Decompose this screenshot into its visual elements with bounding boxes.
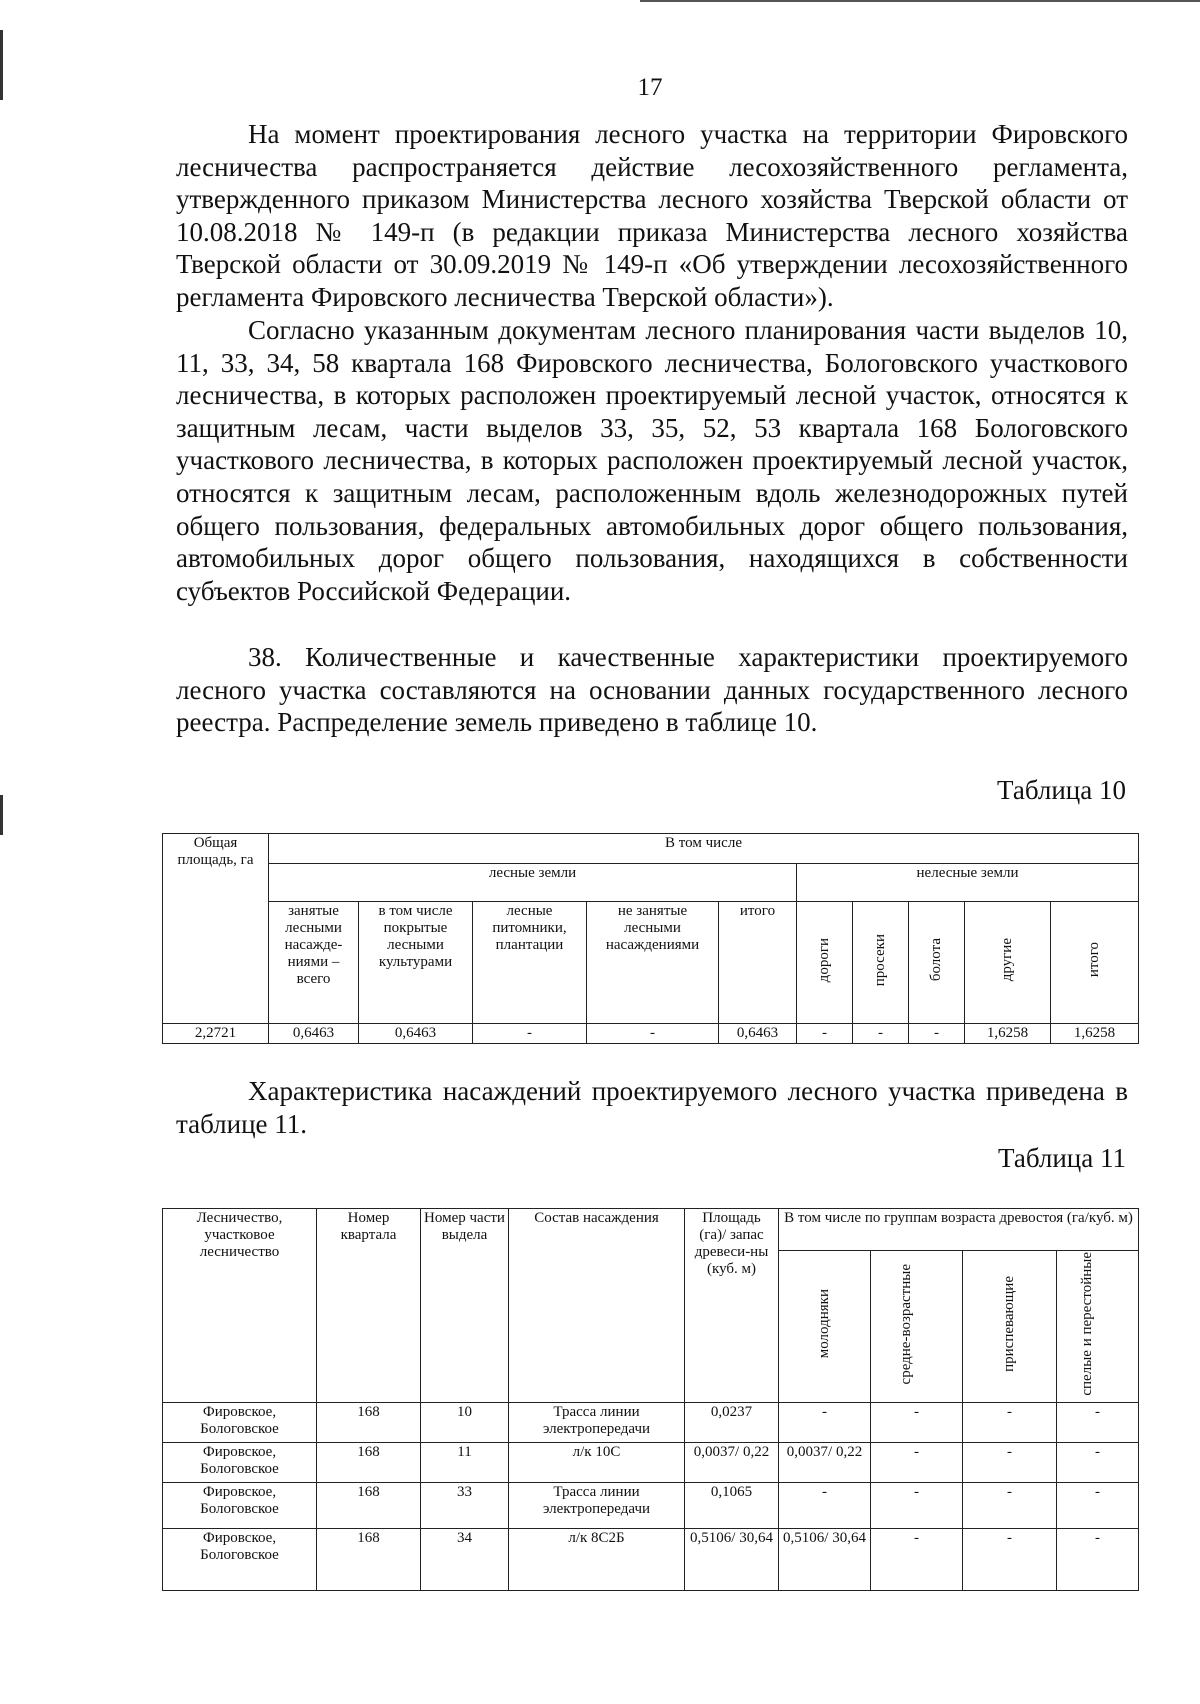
table-row	[163, 1442, 1139, 1482]
table-row	[163, 1482, 1139, 1528]
cell-nurseries: -	[473, 1024, 587, 1044]
table-row	[163, 1402, 1139, 1442]
cell-middle-aged: -	[871, 1402, 963, 1442]
header-mature: спелые и перестойные	[1078, 1252, 1095, 1396]
cell-clearings: -	[853, 1024, 909, 1044]
cell-quarter: 168	[317, 1482, 421, 1528]
header-quarter: Номер квартала	[317, 1209, 421, 1403]
cell-forestry: Фировское, Бологовское	[163, 1442, 317, 1482]
cell-quarter: 168	[317, 1402, 421, 1442]
paragraph-38: 38. Количественные и качественные характеристики проектируемого лесного участка составляются на основании данных государственного лесного реестра. Распределение земель приведено в таблице 10.	[176, 642, 1128, 738]
header-area-stock: Площадь (га)/ запас древеси-ны (куб. м)	[685, 1209, 779, 1403]
cell-composition: Трасса линии электропередачи	[509, 1482, 685, 1528]
table-row	[163, 1528, 1139, 1590]
header-including: В том числе	[269, 834, 1139, 864]
header-clearings: просеки	[872, 933, 888, 987]
cell-quarter: 168	[317, 1528, 421, 1590]
cell-occupied: 0,6463	[269, 1024, 359, 1044]
cell-area: 0,0037/ 0,22	[685, 1442, 779, 1482]
cell-composition: Трасса линии электропередачи	[509, 1402, 685, 1442]
table-row	[163, 1024, 1139, 1044]
cell-young: -	[779, 1402, 871, 1442]
header-total-area: Общая площадь, га	[163, 834, 269, 1024]
header-ripening: приспевающие	[1001, 1275, 1017, 1372]
cell-ripening: -	[963, 1482, 1057, 1528]
header-nonforest-lands: нелесные земли	[797, 864, 1139, 902]
cell-forestry: Фировское, Бологовское	[163, 1528, 317, 1590]
scan-left-edge-mark	[0, 795, 3, 835]
cell-section: 10	[421, 1402, 509, 1442]
cell-mature: -	[1057, 1402, 1139, 1442]
header-swamps: болота	[928, 938, 944, 982]
header-forest-total: итого	[719, 902, 797, 1024]
cell-young: -	[779, 1482, 871, 1528]
header-forestry: Лесничество, участковое лесничество	[163, 1209, 317, 1403]
header-young: молодняки	[816, 1289, 832, 1359]
cell-forest-total: 0,6463	[719, 1024, 797, 1044]
cell-middle-aged: -	[871, 1442, 963, 1482]
header-not-occupied: не занятые лесными насаждениями	[587, 902, 719, 1024]
header-middle-aged: средне-возрастные	[897, 1263, 914, 1385]
table-11-caption: Таблица 11	[998, 1143, 1126, 1173]
header-roads: дороги	[816, 937, 832, 983]
cell-young: 0,0037/ 0,22	[779, 1442, 871, 1482]
header-covered-cultures: в том числе покрытые лесными культурами	[359, 902, 473, 1024]
paragraph-table11-intro: Характеристика насаждений проектируемого лесного участка приведена в таблице 11.	[176, 1076, 1128, 1139]
header-occupied-total: занятые лесными насажде-ниями – всего	[269, 902, 359, 1024]
paragraph-regulation: На момент проектирования лесного участка на территории Фировского лесничества распространяется действие лесохозяйственного регламента, утвержденного приказом Министерства лесного хозяйства Тверской области от 10.08.2018 № 149-п (в редакции приказа Министерства лесного хозяйства Тверской области от 30.09.2019 № 149-п «Об утверждении лесохозяйственного регламента Фировского лесничества Тверской области»).	[176, 119, 1128, 312]
cell-section: 11	[421, 1442, 509, 1482]
scan-top-edge-line	[640, 0, 1200, 2]
paragraph-protective-forests: Согласно указанным документам лесного планирования части выделов 10, 11, 33, 34, 58 квартала 168 Фировского лесничества, Бологовского участкового лесничества, в которых расположен проектируемый лесной участок, относятся к защитным лесам, части выделов 33, 35, 52, 53 квартала 168 Бологовского участкового лесничества, в которых расположен проектируемый лесной участок, относятся к защитным лесам, расположенным вдоль железнодорожных путей общего пользования, федеральных автомобильных дорог общего пользования, автомобильных дорог общего пользования, находящихся в собственности субъектов Российской Федерации.	[176, 315, 1128, 606]
cell-forestry: Фировское, Бологовское	[163, 1482, 317, 1528]
header-section: Номер части выдела	[421, 1209, 509, 1403]
cell-cultures: 0,6463	[359, 1024, 473, 1044]
cell-area: 0,1065	[685, 1482, 779, 1528]
table-10-land-distribution	[162, 833, 1139, 1044]
cell-young: 0,5106/ 30,64	[779, 1528, 871, 1590]
table-11-stand-characteristics	[162, 1208, 1139, 1591]
header-nurseries: лесные питомники, плантации	[473, 902, 587, 1024]
cell-composition: л/к 8С2Б	[509, 1528, 685, 1590]
table-10-caption: Таблица 10	[997, 775, 1126, 805]
cell-ripening: -	[963, 1442, 1057, 1482]
cell-ripening: -	[963, 1528, 1057, 1590]
cell-section: 34	[421, 1528, 509, 1590]
cell-mature: -	[1057, 1528, 1139, 1590]
cell-composition: л/к 10С	[509, 1442, 685, 1482]
header-age-groups: В том числе по группам возраста древостоя (га/куб. м)	[779, 1209, 1139, 1251]
cell-forestry: Фировское, Бологовское	[163, 1402, 317, 1442]
cell-section: 33	[421, 1482, 509, 1528]
cell-not-occupied: -	[587, 1024, 719, 1044]
cell-area: 0,0237	[685, 1402, 779, 1442]
cell-mature: -	[1057, 1482, 1139, 1528]
cell-area: 0,5106/ 30,64	[685, 1528, 779, 1590]
page-number: 17	[637, 74, 663, 101]
cell-other: 1,6258	[965, 1024, 1051, 1044]
cell-swamps: -	[909, 1024, 965, 1044]
header-other: другие	[999, 938, 1015, 982]
cell-ripening: -	[963, 1402, 1057, 1442]
header-composition: Состав насаждения	[509, 1209, 685, 1403]
header-nonforest-total: итого	[1086, 942, 1103, 978]
header-forest-lands: лесные земли	[269, 864, 797, 902]
cell-middle-aged: -	[871, 1528, 963, 1590]
cell-total-area: 2,2721	[163, 1024, 269, 1044]
cell-roads: -	[797, 1024, 853, 1044]
cell-nonforest-total: 1,6258	[1051, 1024, 1139, 1044]
cell-middle-aged: -	[871, 1482, 963, 1528]
cell-mature: -	[1057, 1442, 1139, 1482]
cell-quarter: 168	[317, 1442, 421, 1482]
